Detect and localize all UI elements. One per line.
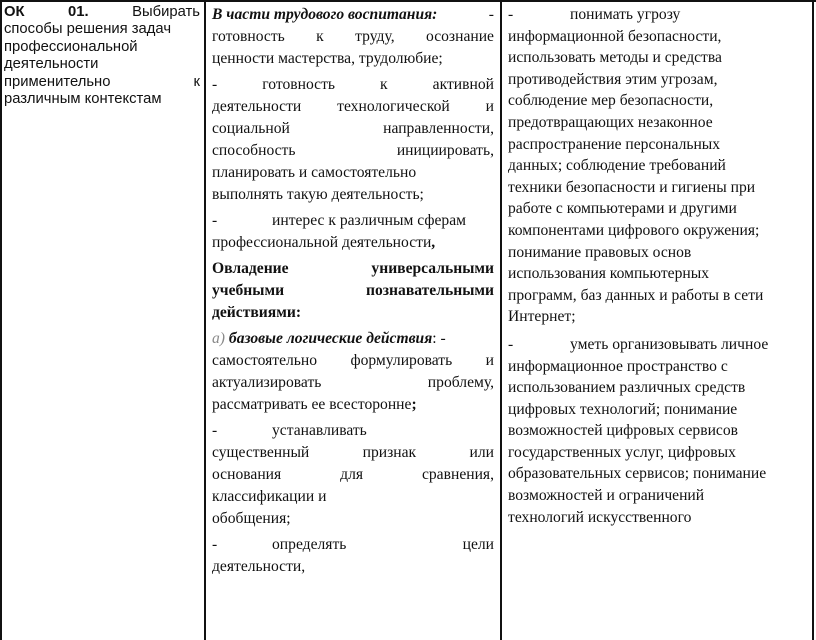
- competency-word: применительно: [4, 73, 111, 90]
- text-line: [212, 26, 494, 48]
- text-line: возможностей цифровых сервисов: [508, 422, 739, 440]
- text-line: обобщения;: [212, 510, 291, 527]
- word: универсальными: [371, 260, 494, 277]
- personal-results-cell: [212, 4, 494, 578]
- punct: : -: [432, 330, 446, 347]
- column-divider-1: [204, 0, 206, 640]
- word: определять: [272, 536, 347, 553]
- digital-results-cell: [508, 4, 806, 528]
- punct: ,: [431, 234, 436, 251]
- text-line: [212, 350, 494, 372]
- text-line: [212, 328, 494, 350]
- word: уметь организовывать личное: [570, 335, 769, 353]
- word: цели: [462, 536, 494, 553]
- word: признак: [362, 444, 417, 461]
- text-line: [212, 372, 494, 394]
- text-line: понимание правовых основ: [508, 243, 692, 261]
- column-divider-2: [500, 0, 502, 640]
- dash: -: [488, 6, 494, 23]
- text-line: соблюдение мер безопасности,: [508, 92, 714, 110]
- section-heading: [212, 258, 494, 280]
- word: труду,: [355, 28, 395, 45]
- text-line: информационной безопасности,: [508, 27, 722, 45]
- text-line: [212, 140, 494, 162]
- text-line: технологий искусственного: [508, 508, 692, 526]
- competency-line: различным контекстам: [4, 91, 162, 108]
- competency-word: Выбирать: [132, 4, 200, 20]
- competency-number: 01.: [68, 4, 89, 20]
- section-heading: В части трудового воспитания:: [212, 6, 438, 23]
- word: устанавливать: [272, 422, 367, 439]
- text-line: информационное пространство с: [508, 357, 728, 375]
- text-line: [212, 96, 494, 118]
- word: актуализировать: [212, 374, 322, 391]
- text-line: использовать методы и средства: [508, 49, 722, 67]
- word: познавательными: [366, 282, 494, 299]
- word: сравнения,: [421, 466, 494, 483]
- word: социальной: [212, 120, 290, 137]
- text-line: [212, 534, 494, 556]
- text-line: программ, баз данных и работы в сети: [508, 286, 764, 304]
- text-line: работе с компьютерами и другими: [508, 200, 737, 218]
- word: к: [316, 28, 324, 45]
- competency-code: ОК: [4, 4, 25, 20]
- dash: -: [212, 422, 218, 439]
- competency-line: [4, 4, 200, 21]
- word: основания: [212, 466, 282, 483]
- text-line: ценности мастерства, трудолюбие;: [212, 50, 443, 67]
- dash: -: [212, 536, 218, 553]
- text-line: компонентами цифрового окружения;: [508, 221, 760, 239]
- text-line: данных; соблюдение требований: [508, 157, 726, 175]
- word: готовность: [212, 28, 285, 45]
- word: Овладение: [212, 260, 289, 277]
- competency-line: профессиональной: [4, 38, 138, 55]
- table-left-border: [0, 0, 2, 640]
- text-line: образовательных сервисов; понимание: [508, 465, 767, 483]
- word: и: [485, 352, 494, 369]
- word: инициировать,: [396, 142, 494, 159]
- text-line: выполнять такую деятельность;: [212, 186, 424, 203]
- text-line: возможностей и ограничений: [508, 487, 705, 505]
- competency-line: деятельности: [4, 56, 99, 73]
- word: к: [380, 76, 388, 93]
- word: технологической: [337, 98, 450, 115]
- word: готовность: [262, 76, 335, 93]
- competency-line: способы решения задач: [4, 21, 172, 38]
- text-line: [212, 232, 494, 254]
- table-top-border: [0, 0, 816, 2]
- competency-word: к: [193, 73, 200, 90]
- word: профессиональной деятельности: [212, 234, 432, 251]
- text-line: Интернет;: [508, 308, 576, 326]
- text-line: техники безопасности и гигиены при: [508, 178, 756, 196]
- text-line: [508, 334, 806, 356]
- table-right-border: [812, 0, 814, 640]
- word: существенный: [212, 444, 310, 461]
- word: направленности,: [383, 120, 494, 137]
- word: для: [340, 466, 364, 483]
- dash: -: [212, 76, 218, 93]
- text-line: [508, 4, 806, 26]
- word: учебными: [212, 282, 285, 299]
- text-line: [212, 74, 494, 96]
- word: и: [485, 98, 494, 115]
- text-line: цифровых технологий; понимание: [508, 400, 738, 418]
- text-line: [212, 4, 494, 26]
- text-line: предотвращающих незаконное: [508, 113, 713, 131]
- word: самостоятельно: [212, 352, 318, 369]
- text-line: использования компьютерных: [508, 265, 710, 283]
- section-heading: действиями:: [212, 304, 302, 321]
- list-letter: а): [212, 330, 225, 347]
- competency-cell: [4, 4, 200, 108]
- text-line: [212, 442, 494, 464]
- word: активной: [432, 76, 494, 93]
- word: деятельности: [212, 98, 302, 115]
- dash: -: [508, 335, 514, 353]
- text-line: распространение персональных: [508, 135, 721, 153]
- text-line: планировать и самостоятельно: [212, 164, 417, 181]
- text-line: [212, 394, 494, 416]
- dash: -: [212, 212, 218, 229]
- text-line: противодействия этим угрозам,: [508, 70, 718, 88]
- competency-line: [4, 74, 200, 91]
- dash: -: [508, 6, 514, 23]
- punct: ;: [411, 396, 417, 413]
- text-line: [212, 210, 494, 232]
- text-line: [212, 118, 494, 140]
- text-line: деятельности,: [212, 558, 306, 575]
- text-line: [212, 420, 494, 442]
- text-line: использованием различных средств: [508, 379, 746, 397]
- text-line: [212, 464, 494, 486]
- word: формулировать: [350, 352, 453, 369]
- text-line: классификации и: [212, 488, 327, 505]
- word: проблему,: [427, 374, 494, 391]
- section-heading: [212, 280, 494, 302]
- word: или: [469, 444, 494, 461]
- word: способность: [212, 142, 296, 159]
- text-line: государственных услуг, цифровых: [508, 443, 736, 461]
- word: рассматривать ее всесторонне: [212, 396, 412, 413]
- word: понимать угрозу: [570, 6, 681, 23]
- word: осознание: [426, 28, 494, 45]
- subsection-title: базовые логические действия: [228, 330, 433, 347]
- word: интерес к различным сферам: [272, 212, 466, 229]
